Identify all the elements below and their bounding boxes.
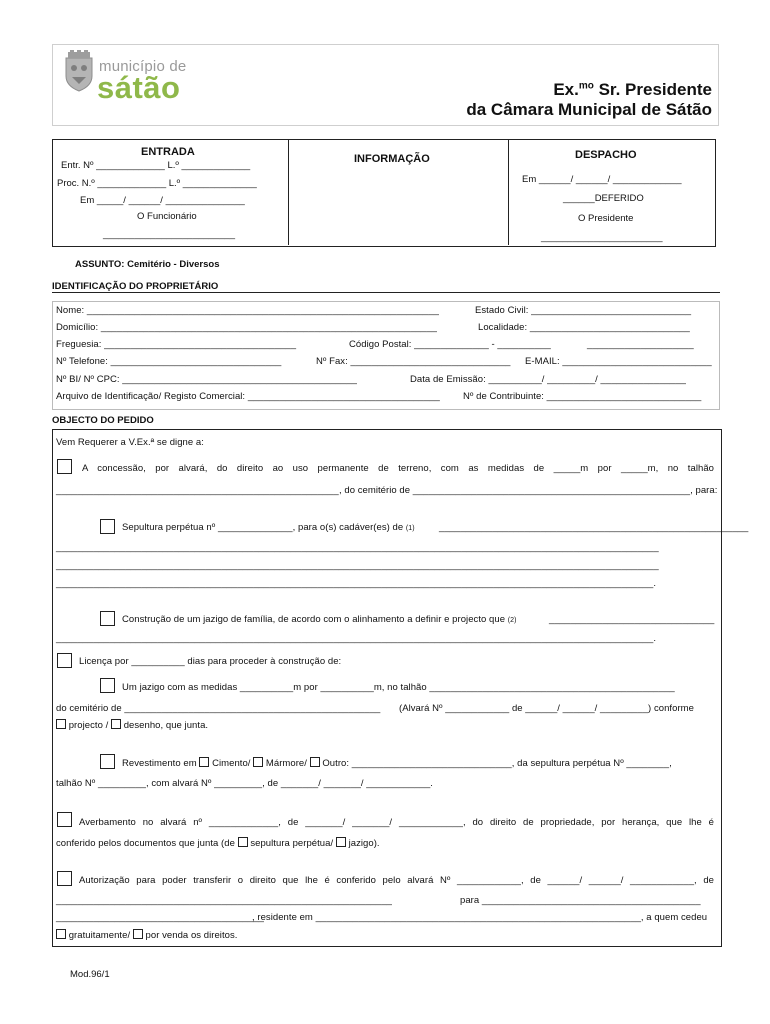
entrada-proc-line: Proc. N.º _____________ L.º ______________: [57, 178, 257, 189]
addressee-subtitle: da Câmara Municipal de Sátão: [466, 100, 712, 119]
talhao-alvara-line[interactable]: talhão Nº _________, com alvará Nº _________, de _______/ _______/ ____________.: [56, 778, 433, 789]
section-rule: [52, 292, 720, 293]
logo-small-text: município de: [99, 58, 187, 75]
nome-field[interactable]: Nome: __________________________________________________________________: [56, 305, 439, 316]
construcao-checkbox[interactable]: [100, 611, 115, 626]
identificacao-title: IDENTIFICAÇÃO DO PROPRIETÁRIO: [52, 281, 219, 292]
jazigo-small-checkbox[interactable]: [336, 837, 346, 847]
licenca-label: Licença por __________ dias para proceder à construção de:: [79, 656, 342, 667]
despacho-deferido: ______DEFERIDO: [563, 193, 644, 204]
projecto-desenho-line: projecto / desenho, que junta.: [56, 719, 208, 731]
freguesia-field[interactable]: Freguesia: ____________________________________: [56, 339, 297, 350]
sepultura-perpetua-checkbox[interactable]: [238, 837, 248, 847]
autorizacao-line1: Autorização para poder transferir o direito que lhe é conferido pelo alvará Nº ____________, de ______/ ______/ ____________, de: [79, 875, 714, 886]
concessao-line1: A concessão, por alvará, do direito ao uso permanente de terreno, com as medidas de _____m por _____m, no talhão: [82, 463, 714, 474]
blank-line[interactable]: _________________________________________________________________________________________________________________: [56, 560, 659, 571]
cemiterio-field[interactable]: do cemitério de ________________________________________________: [56, 703, 381, 714]
entrada-funcionario: O Funcionário: [137, 211, 197, 222]
addressee-title: Ex.$^{mo}$ Sr. Presidente: [553, 80, 712, 99]
jazigo-checkbox[interactable]: [100, 678, 115, 693]
codigo-postal-field[interactable]: Código Postal: ______________ - __________: [349, 339, 551, 350]
outro-checkbox[interactable]: [310, 757, 320, 767]
projecto-checkbox[interactable]: [56, 719, 66, 729]
assunto: ASSUNTO: Cemitério - Diversos: [75, 259, 220, 270]
entrada-date-line: Em _____/ ______/ _______________: [80, 195, 245, 206]
model-number: Mod.96/1: [70, 969, 110, 980]
estado-civil-field[interactable]: Estado Civil: ______________________________: [475, 305, 692, 316]
averbamento-line1: Averbamento no alvará nº _____________, de _______/ _______/ ____________, do direito de propriedade, por herança, que lhe é: [79, 817, 714, 828]
despacho-presidente: O Presidente: [578, 213, 634, 224]
construcao-field[interactable]: _______________________________: [549, 614, 715, 625]
objeto-intro: Vem Requerer a V.Ex.ª se digne a:: [56, 437, 204, 448]
arquivo-field[interactable]: Arquivo de Identificação/ Registo Comercial: ____________________________________: [56, 391, 440, 402]
fax-field[interactable]: Nº Fax: ______________________________: [316, 356, 511, 367]
autorizacao-from-field[interactable]: _______________________________________________________________: [56, 895, 393, 906]
blank-line[interactable]: _________________________________________________________________________________________________________________: [56, 542, 659, 553]
gratuitamente-checkbox[interactable]: [56, 929, 66, 939]
table-divider: [508, 139, 509, 245]
concessao-line2-cemiterio[interactable]: , do cemitério de ____________________________________________________, para:: [339, 485, 718, 496]
despacho-signature-line: _______________________: [541, 232, 663, 243]
blank-line[interactable]: ________________________________________________________________________________________________________________.: [56, 633, 657, 644]
data-emissao-field[interactable]: Data de Emissão: __________/ _________/ ________________: [410, 374, 686, 385]
bi-field[interactable]: Nº BI/ Nº CPC: ____________________________________________: [56, 374, 357, 385]
codigo-postal-ext-field[interactable]: ____________________: [587, 339, 694, 350]
table-divider: [288, 139, 289, 245]
por-venda-checkbox[interactable]: [133, 929, 143, 939]
contribuinte-field[interactable]: Nº de Contribuinte: _____________________________: [463, 391, 702, 402]
entrada-entry-line: Entr. Nº _____________ L.º _____________: [61, 160, 251, 171]
objeto-title: OBJECTO DO PEDIDO: [52, 415, 154, 426]
telefone-field[interactable]: Nº Telefone: ________________________________: [56, 356, 282, 367]
autorizacao-terms-line: gratuitamente/ por venda os direitos.: [56, 929, 237, 941]
averbamento-checkbox[interactable]: [57, 812, 72, 827]
coat-of-arms-icon: [62, 50, 96, 92]
sepultura-checkbox[interactable]: [100, 519, 115, 534]
revestimento-checkbox[interactable]: [100, 754, 115, 769]
localidade-field[interactable]: Localidade: ______________________________: [478, 322, 690, 333]
domicilio-field[interactable]: Domicílio: _______________________________________________________________: [56, 322, 437, 333]
sepultura-cadaver-field[interactable]: __________________________________________________________: [439, 522, 749, 533]
email-field[interactable]: E-MAIL: ____________________________: [525, 356, 712, 367]
entrada-signature-line: _________________________: [103, 229, 236, 240]
despacho-date-line: Em ______/ ______/ _____________: [522, 174, 682, 185]
concessao-checkbox[interactable]: [57, 459, 72, 474]
informacao-title: INFORMAÇÃO: [354, 153, 430, 165]
licenca-checkbox[interactable]: [57, 653, 72, 668]
jazigo-label: Um jazigo com as medidas __________m por __________m, no talhão ______________________________________________: [122, 682, 675, 693]
revestimento-line: Revestimento em Cimento/ Mármore/ Outro: ______________________________, da sepultura perpétua Nº ________,: [122, 758, 672, 769]
averbamento-line2: conferido pelos documentos que junta (de sepultura perpétua/ jazigo).: [56, 838, 380, 849]
despacho-title: DESPACHO: [575, 149, 637, 161]
cimento-checkbox[interactable]: [199, 757, 209, 767]
autorizacao-residente-field[interactable]: , residente em _____________________________________________________________, a quem cedeu: [252, 912, 708, 923]
construcao-label: Construção de um jazigo de família, de acordo com o alinhamento a definir e projecto que (2): [122, 614, 517, 625]
entrada-title: ENTRADA: [141, 146, 195, 158]
logo-big-text: sátão: [97, 70, 181, 105]
autorizacao-checkbox[interactable]: [57, 871, 72, 886]
concessao-line2-talhao[interactable]: _____________________________________________________: [56, 485, 339, 496]
marmore-checkbox[interactable]: [253, 757, 263, 767]
blank-line[interactable]: ________________________________________________________________________________________________________________.: [56, 578, 657, 589]
desenho-checkbox[interactable]: [111, 719, 121, 729]
alvara-field[interactable]: (Alvará Nº ____________ de ______/ ______/ _________) conforme: [399, 703, 694, 714]
sepultura-label: Sepultura perpétua nº ______________, para o(s) cadáver(es) de (1): [122, 522, 415, 533]
autorizacao-to-field[interactable]: para _________________________________________: [460, 895, 701, 906]
autorizacao-name-field[interactable]: _______________________________________: [56, 912, 265, 923]
